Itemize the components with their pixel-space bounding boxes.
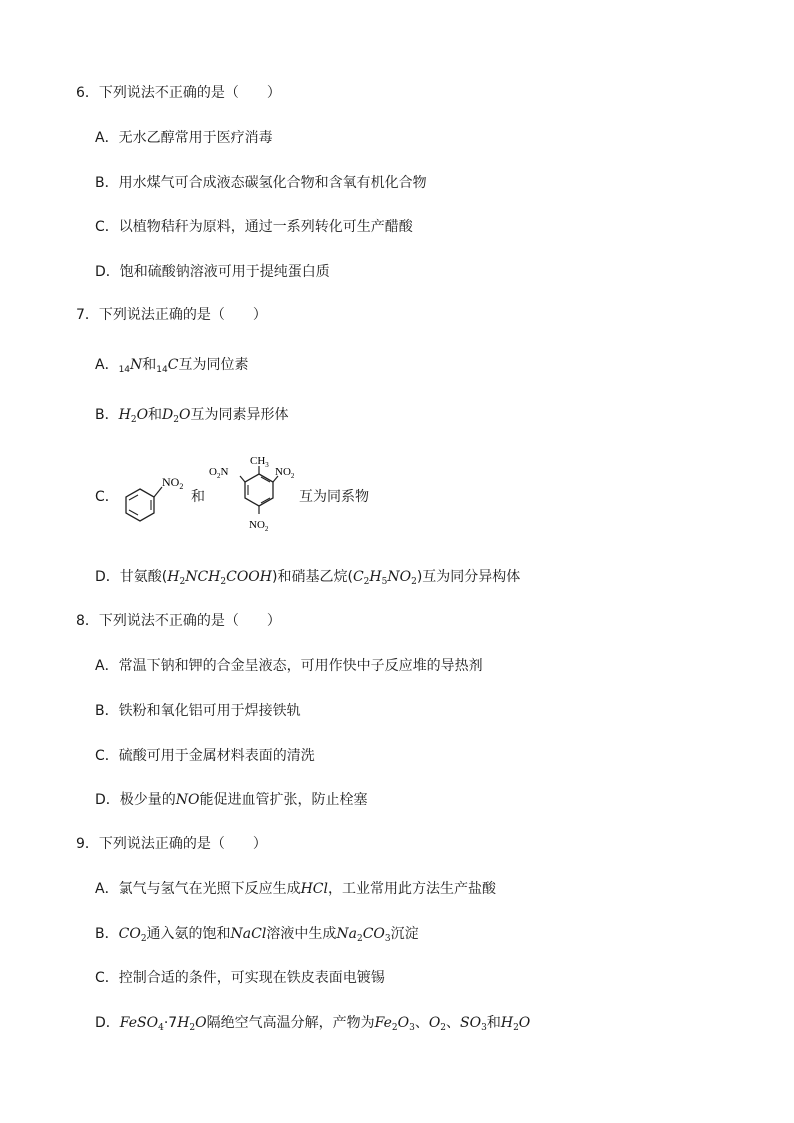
question-8-option-a: A．常温下钠和钾的合金呈液态，可用作快中子反应堆的导热剂: [95, 658, 483, 674]
question-9-stem: 9．下列说法正确的是（ ）: [76, 836, 267, 852]
tnt-structure: [207, 448, 307, 540]
question-6-option-b: B．用水煤气可合成液态碳氢化合物和含氧有机化合物: [95, 175, 427, 191]
question-8-stem: 8．下列说法不正确的是（ ）: [76, 613, 281, 629]
question-8-option-c: C．硫酸可用于金属材料表面的清洗: [95, 748, 315, 764]
question-8-option-d: D．极少量的NO能促进血管扩张，防止栓塞: [95, 792, 368, 808]
nitro-group-label: $NO_2$: [162, 475, 184, 491]
question-6-option-c: C．以植物秸秆为原料，通过一系列转化可生产醋酸: [95, 219, 413, 235]
c-n-bond: [240, 476, 245, 482]
c-n-bond: [154, 487, 162, 497]
benzene-ring: [245, 474, 273, 506]
question-7-option-c-and: 和: [191, 489, 205, 505]
question-7-option-a: A．$_{14}$N和$_{14}$C互为同位素: [95, 357, 249, 375]
ring-double-bond: [129, 495, 138, 500]
question-9-option-a: A．氯气与氢气在光照下反应生成HCl，工业常用此方法生产盐酸: [95, 881, 496, 897]
nitro-left-label: $O_2N$: [209, 466, 229, 480]
ring-double-bond: [129, 510, 138, 515]
question-9-option-d: D．$FeSO_4\cdot 7H_2O$隔绝空气高温分解，产物为$Fe_2O_3$、$O_2$、$SO_3$和$H_2O$: [95, 1015, 531, 1033]
nitro-right-label: $NO_2$: [275, 466, 295, 480]
question-7-option-c-label: C．: [95, 489, 119, 505]
nitro-bottom-label: $NO_2$: [249, 519, 269, 533]
benzene-ring: [126, 489, 154, 521]
methyl-label: $CH_3$: [250, 455, 269, 469]
question-6-stem: 6．下列说法不正确的是（ ）: [76, 85, 281, 101]
question-6-option-a: A．无水乙醇常用于医疗消毒: [95, 130, 273, 146]
question-8-option-b: B．铁粉和氧化铝可用于焊接铁轨: [95, 703, 301, 719]
question-7-option-c-tail: 互为同系物: [299, 489, 369, 505]
question-7-option-d: D．甘氨酸$(H_2NCH_2COOH)$和硝基乙烷$(C_2H_5NO_2)$互为同分异构体: [95, 569, 521, 587]
question-9-option-c: C．控制合适的条件，可实现在铁皮表面电镀锡: [95, 970, 385, 986]
question-7-stem: 7．下列说法正确的是（ ）: [76, 307, 267, 323]
nitrobenzene-structure: [118, 465, 198, 525]
question-9-option-b: B．$CO_2$通入氨的饱和NaCl溶液中生成$Na_2CO_3$沉淀: [95, 926, 419, 944]
question-6-option-d: D．饱和硫酸钠溶液可用于提纯蛋白质: [95, 264, 330, 280]
question-7-option-b: B．$H_2O$和$D_2O$互为同素异形体: [95, 407, 289, 425]
